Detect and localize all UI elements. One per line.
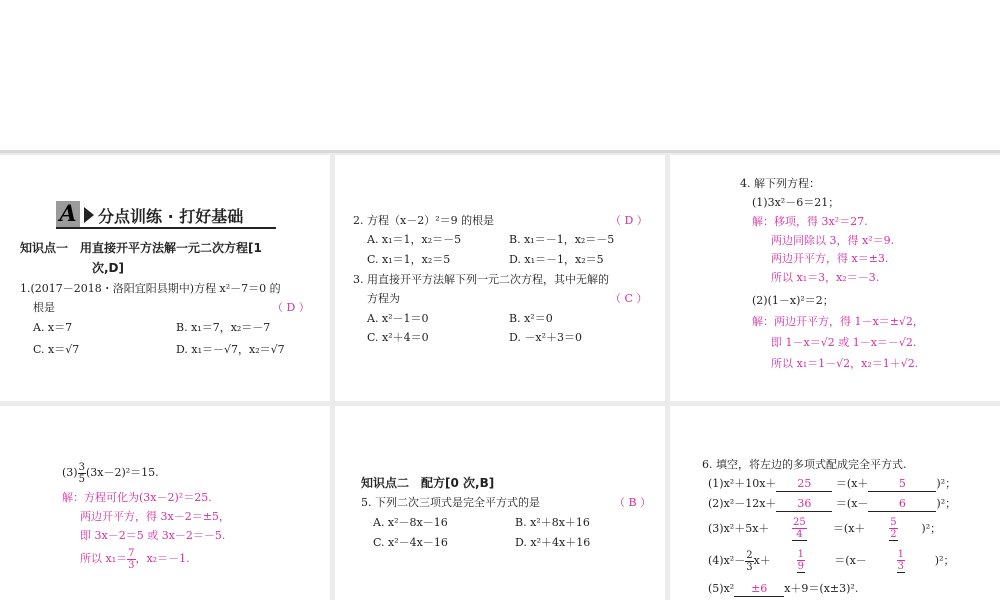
divider	[0, 150, 1000, 153]
q2-option-d: D. x₁＝－1，x₂＝5	[509, 253, 604, 266]
q4-p3-solution-line-4: 所以 x₁＝ $\frac{7}{3}$ ，x₂＝－1.	[80, 547, 190, 571]
fill-blank[interactable]: 5	[868, 477, 936, 492]
section-underline	[56, 227, 276, 229]
fill-blank[interactable]: 25	[776, 477, 832, 492]
knowledge-point-1-title: 知识点一 用直接开平方法解一元二次方程[1	[20, 241, 262, 255]
q4-p1-solution-line-1: 解：移项，得 3x²＝27.	[752, 215, 868, 228]
q3-option-a: A. x²－1＝0	[367, 312, 429, 325]
question-5-answer: （ B ）	[614, 496, 652, 509]
question-4-part-2: (2)(1－x)²＝2；	[752, 294, 834, 307]
q3-option-d: D. －x²＋3＝0	[509, 331, 583, 344]
q4-p3-solution-line-2: 两边开平方，得 3x－2＝±5，	[80, 510, 230, 523]
q4-p2-solution-line-2: 即 1－x＝√2 或 1－x＝－√2.	[771, 336, 917, 349]
fill-blank[interactable]: $\frac{5}{2}$	[890, 517, 897, 540]
slide-panel-1[interactable]	[0, 155, 330, 401]
question-1-stem: 1.(2017－2018・洛阳宜阳县期中)方程 x²－7＝0 的	[20, 282, 281, 295]
question-1-answer: （ D ）	[272, 301, 310, 314]
q6-row-5: (5)x² ±6 x＋9＝(x±3)².	[708, 582, 859, 595]
question-1-stem-cont: 根是	[33, 301, 55, 314]
q3-option-b: B. x²＝0	[509, 312, 553, 325]
q3-option-c: C. x²＋4＝0	[367, 331, 429, 344]
question-3-answer: （ C ）	[610, 292, 648, 305]
q5-option-a: A. x²－8x－16	[373, 516, 448, 529]
q1-option-c: C. x＝√7	[33, 343, 80, 356]
q5-option-b: B. x²＋8x＋16	[515, 516, 590, 529]
slide-panel-5[interactable]	[335, 406, 665, 600]
fraction: $\frac{7}{3}$	[128, 547, 135, 571]
fill-blank[interactable]: $\frac{1}{9}$	[797, 549, 804, 572]
question-4-part-1: (1)3x²－6＝21；	[752, 196, 840, 209]
question-2-answer: （ D ）	[610, 214, 648, 227]
section-letter: A	[56, 201, 80, 227]
fill-blank[interactable]: ±6	[734, 582, 784, 597]
q1-option-a: A. x＝7	[33, 321, 73, 334]
q1-option-b: B. x₁＝7，x₂＝－7	[176, 321, 271, 334]
q4-p1-solution-line-4: 所以 x₁＝3，x₂＝－3.	[771, 271, 880, 284]
section-title: 分点训练 · 打好基础	[98, 207, 244, 226]
q4-p2-solution-line-3: 所以 x₁＝1－√2，x₂＝1＋√2.	[771, 357, 919, 370]
question-6-stem: 6. 填空，将左边的多项式配成完全平方式.	[702, 458, 907, 471]
knowledge-point-2-title: 知识点二 配方[0 次,B]	[361, 476, 495, 490]
q5-option-d: D. x²＋4x＋16	[515, 536, 591, 549]
question-3-stem-cont: 方程为	[367, 292, 400, 305]
slide-panel-4[interactable]	[0, 406, 330, 600]
question-5-stem: 5. 下列二次三项式是完全平方式的是	[361, 496, 540, 509]
fill-blank[interactable]: $\frac{25}{4}$	[793, 517, 806, 540]
question-3-stem: 3. 用直接开平方法解下列一元二次方程，其中无解的	[353, 273, 609, 286]
q2-option-b: B. x₁＝－1，x₂＝－5	[509, 233, 615, 246]
slide-panel-2[interactable]	[335, 155, 665, 401]
question-2-stem: 2. 方程（x－2）²＝9 的根是	[353, 214, 495, 227]
q4-p3-solution-line-3: 即 3x－2＝5 或 3x－2＝－5.	[80, 529, 226, 542]
question-4-stem: 4. 解下列方程：	[740, 177, 820, 190]
fraction: $\frac{3}{5}$	[78, 461, 85, 485]
fill-blank[interactable]: 36	[776, 497, 832, 512]
q6-row-4: (4)x²－ $\frac{2}{3}$ x＋ $\frac{1}{9}$ ＝(x－ $\frac{1}{3}$ )²；	[708, 549, 955, 573]
question-4-part-3: (3) $\frac{3}{5}$ (3x－2)²＝15.	[62, 461, 159, 485]
fill-blank[interactable]: 6	[868, 497, 936, 512]
triangle-icon	[84, 207, 94, 223]
section-header	[56, 201, 276, 229]
slide-panel-6[interactable]	[670, 406, 1000, 600]
fraction: $\frac{2}{3}$	[746, 549, 753, 573]
q4-p2-solution-line-1: 解：两边开平方，得 1－x＝±√2，	[752, 315, 924, 328]
top-blank-area	[0, 0, 1000, 150]
q6-row-2: (2)x²－12x＋ 36 ＝(x－ 6 )²；	[708, 497, 957, 510]
fill-blank[interactable]: $\frac{1}{3}$	[897, 549, 904, 572]
q6-row-1: (1)x²＋10x＋ 25 ＝(x＋ 5 )²；	[708, 477, 957, 490]
q6-row-3: (3)x²＋5x＋ $\frac{25}{4}$ ＝(x＋ $\frac{5}{2}$ )²；	[708, 517, 942, 540]
q4-p1-solution-line-2: 两边同除以 3，得 x²＝9.	[771, 234, 895, 247]
q4-p1-solution-line-3: 两边开平方，得 x＝±3.	[771, 252, 889, 265]
q4-p3-solution-line-1: 解：方程可化为(3x－2)²＝25.	[62, 491, 212, 504]
knowledge-point-1-title-cont: 次,D]	[92, 261, 125, 275]
slide-panel-3[interactable]	[670, 155, 1000, 401]
q2-option-a: A. x₁＝1，x₂＝－5	[367, 233, 462, 246]
q2-option-c: C. x₁＝1，x₂＝5	[367, 253, 451, 266]
q1-option-d: D. x₁＝－√7，x₂＝√7	[176, 343, 285, 356]
q5-option-c: C. x²－4x－16	[373, 536, 448, 549]
